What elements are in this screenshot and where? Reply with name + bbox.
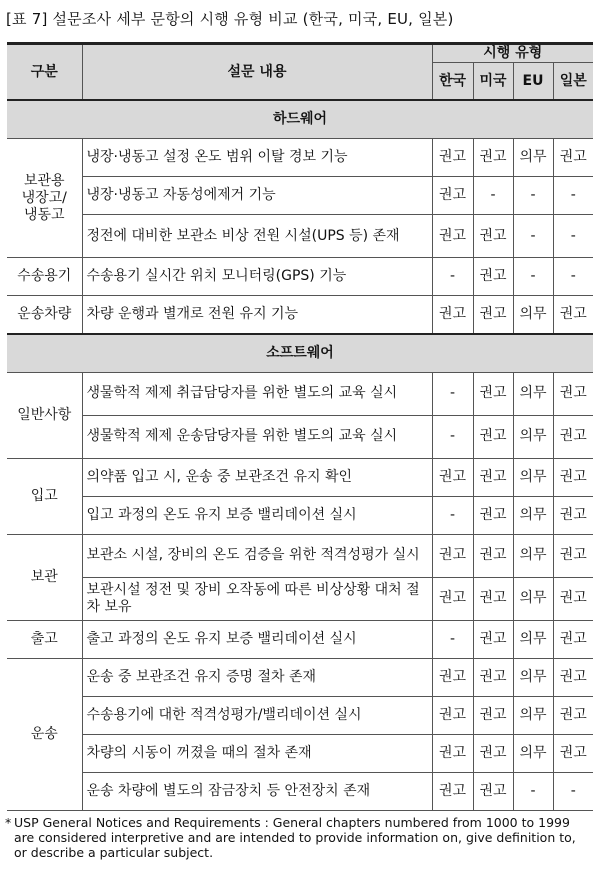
header-country: 미국 — [473, 63, 513, 101]
item-value: - — [513, 215, 553, 258]
table-row — [7, 577, 593, 620]
item-value: 의무 — [513, 296, 553, 334]
header-country: 일본 — [553, 63, 593, 101]
item-value: 권고 — [432, 734, 473, 772]
item-value: - — [553, 258, 593, 296]
item-content: 운송 차량에 별도의 잠금장치 등 안전장치 존재 — [82, 772, 432, 810]
category-cell — [7, 458, 82, 534]
category-label: 운송차량 — [17, 305, 72, 322]
item-value: 권고 — [553, 415, 593, 458]
item-value: 권고 — [432, 139, 473, 177]
category-cell — [7, 139, 82, 258]
category-label: 운송 — [30, 725, 58, 742]
table-row — [7, 296, 593, 334]
header-group: 시행 유형 — [432, 44, 593, 63]
table-row — [7, 177, 593, 215]
footnote — [5, 815, 592, 860]
item-value: - — [432, 620, 473, 658]
item-content: 입고 과정의 온도 유지 보증 밸리데이션 실시 — [82, 496, 432, 534]
item-content: 수송용기 실시간 위치 모니터링(GPS) 기능 — [82, 258, 432, 296]
table-row — [7, 696, 593, 734]
item-content: 차량 운행과 별개로 전원 유지 기능 — [82, 296, 432, 334]
table-row — [7, 534, 593, 577]
item-content: 출고 과정의 온도 유지 보증 밸리데이션 실시 — [82, 620, 432, 658]
item-content: 생물학적 제제 취급담당자를 위한 별도의 교육 실시 — [82, 372, 432, 415]
item-value: 권고 — [473, 577, 513, 620]
category-label: 일반사항 — [17, 406, 72, 423]
table-row — [7, 215, 593, 258]
item-value: 의무 — [513, 620, 553, 658]
item-value: 권고 — [432, 215, 473, 258]
section-title: 소프트웨어 — [7, 334, 593, 373]
category-cell — [7, 296, 82, 334]
item-value: 의무 — [513, 496, 553, 534]
item-value: 권고 — [553, 496, 593, 534]
category-cell — [7, 372, 82, 458]
table-row — [7, 415, 593, 458]
item-value: - — [432, 496, 473, 534]
category-cell — [7, 258, 82, 296]
item-value: 의무 — [513, 415, 553, 458]
item-content: 보관소 시설, 장비의 온도 검증을 위한 적격성평가 실시 — [82, 534, 432, 577]
item-value: 권고 — [473, 620, 513, 658]
item-value: 권고 — [473, 215, 513, 258]
item-value: 권고 — [553, 658, 593, 696]
item-value: 권고 — [553, 696, 593, 734]
item-value: 의무 — [513, 534, 553, 577]
header-row — [7, 44, 593, 63]
item-value: - — [432, 372, 473, 415]
table-row — [7, 658, 593, 696]
item-value: 권고 — [473, 658, 513, 696]
category-label: 수송용기 — [17, 268, 72, 284]
item-content: 수송용기에 대한 적격성평가/밸리데이션 실시 — [82, 696, 432, 734]
item-value: 권고 — [473, 496, 513, 534]
table-caption: [표 7] 설문조사 세부 문항의 시행 유형 비교 (한국, 미국, EU, 일본) — [6, 10, 454, 28]
item-value: 권고 — [553, 534, 593, 577]
table-row — [7, 496, 593, 534]
item-content: 생물학적 제제 운송담당자를 위한 별도의 교육 실시 — [82, 415, 432, 458]
category-cell — [7, 534, 82, 620]
item-value: 권고 — [473, 696, 513, 734]
section-title: 하드웨어 — [7, 100, 593, 139]
item-value: - — [553, 215, 593, 258]
item-value: - — [513, 772, 553, 810]
item-content: 냉장·냉동고 자동성에제거 기능 — [82, 177, 432, 215]
header-country: 한국 — [432, 63, 473, 101]
item-value: 권고 — [553, 458, 593, 496]
item-value: 권고 — [432, 296, 473, 334]
table-row — [7, 372, 593, 415]
item-value: - — [513, 258, 553, 296]
header-category: 구분 — [7, 44, 82, 101]
item-value: 권고 — [432, 534, 473, 577]
item-value: 권고 — [473, 734, 513, 772]
item-value: 권고 — [432, 772, 473, 810]
item-value: 권고 — [553, 372, 593, 415]
item-value: 권고 — [432, 458, 473, 496]
table-row — [7, 458, 593, 496]
item-content: 보관시설 정전 및 장비 오작동에 따른 비상상황 대처 절차 보유 — [82, 577, 432, 620]
item-value: 권고 — [473, 372, 513, 415]
item-value: - — [432, 258, 473, 296]
comparison-table — [7, 42, 593, 811]
item-value: 권고 — [553, 296, 593, 334]
item-content: 냉장·냉동고 설정 온도 범위 이탈 경보 기능 — [82, 139, 432, 177]
item-content: 운송 중 보관조건 유지 증명 절차 존재 — [82, 658, 432, 696]
item-value: 의무 — [513, 696, 553, 734]
category-cell — [7, 620, 82, 658]
item-value: - — [553, 772, 593, 810]
table-row — [7, 772, 593, 810]
category-label: 출고 — [30, 630, 58, 647]
item-value: 권고 — [473, 296, 513, 334]
footnote-marker: * — [5, 815, 12, 830]
table-row — [7, 139, 593, 177]
item-value: - — [473, 177, 513, 215]
item-value: - — [553, 177, 593, 215]
section-row — [7, 334, 593, 373]
header-content: 설문 내용 — [82, 44, 432, 101]
item-value: 의무 — [513, 372, 553, 415]
item-content: 의약품 입고 시, 운송 중 보관조건 유지 확인 — [82, 458, 432, 496]
item-value: 권고 — [553, 620, 593, 658]
footnote-text: USP General Notices and Requirements : General chapters numbered from 1000 to 1999 are considered interpretive and are intended to provide information on, give definition to, or describe a particular subject. — [14, 815, 576, 860]
item-value: 권고 — [553, 577, 593, 620]
item-value: 권고 — [473, 772, 513, 810]
header-country: EU — [513, 63, 553, 101]
item-value: 권고 — [553, 139, 593, 177]
item-value: - — [432, 415, 473, 458]
item-value: 권고 — [432, 177, 473, 215]
item-content: 정전에 대비한 보관소 비상 전원 시설(UPS 등) 존재 — [82, 215, 432, 258]
item-value: 권고 — [553, 734, 593, 772]
section-row — [7, 100, 593, 139]
item-value: 권고 — [432, 696, 473, 734]
item-value: 의무 — [513, 458, 553, 496]
category-cell — [7, 658, 82, 810]
category-label: 보관용 냉장고/ 냉동고 — [21, 172, 67, 223]
item-value: 의무 — [513, 139, 553, 177]
item-value: 의무 — [513, 658, 553, 696]
item-value: 권고 — [432, 577, 473, 620]
table-row — [7, 734, 593, 772]
item-value: 권고 — [432, 658, 473, 696]
item-value: 권고 — [473, 258, 513, 296]
item-value: 권고 — [473, 415, 513, 458]
category-label: 입고 — [30, 487, 58, 504]
item-content: 차량의 시동이 꺼졌을 때의 절차 존재 — [82, 734, 432, 772]
item-value: 권고 — [473, 458, 513, 496]
item-value: 의무 — [513, 577, 553, 620]
item-value: 권고 — [473, 534, 513, 577]
category-label: 보관 — [30, 568, 58, 585]
item-value: 권고 — [473, 139, 513, 177]
table-row — [7, 258, 593, 296]
item-value: 의무 — [513, 734, 553, 772]
table-row — [7, 620, 593, 658]
item-value: - — [513, 177, 553, 215]
